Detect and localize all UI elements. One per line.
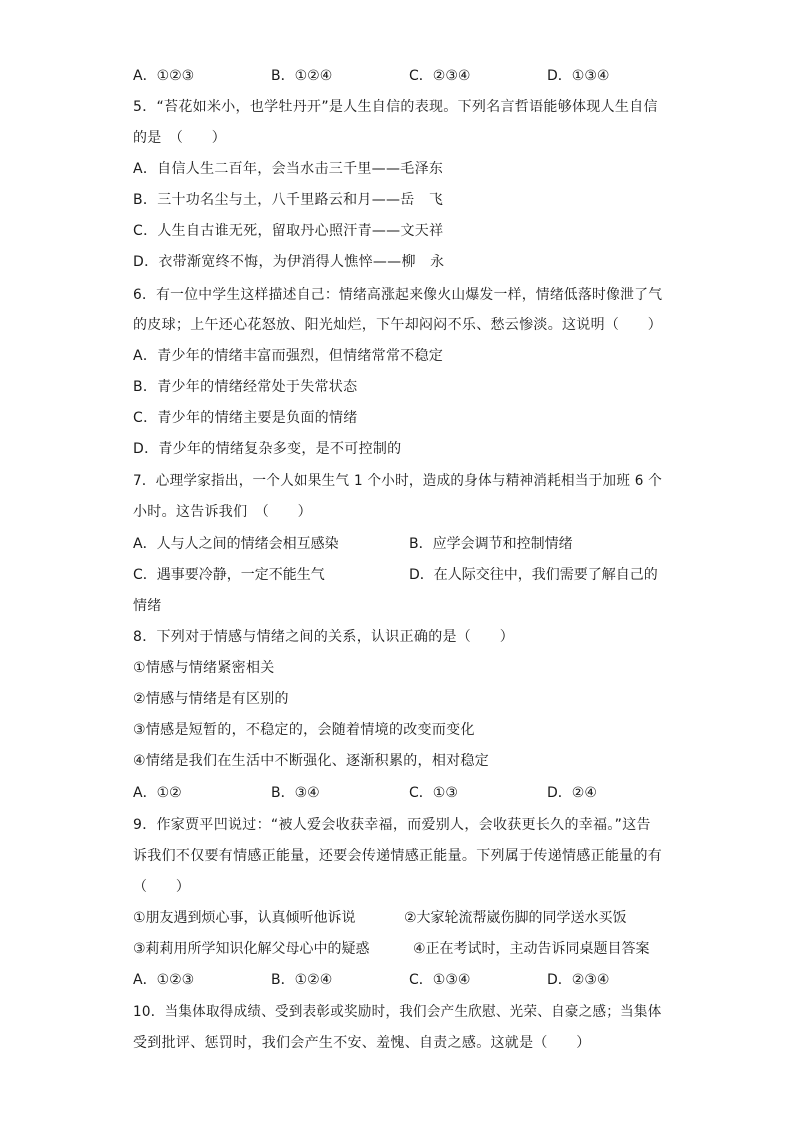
q5-stem-line1: 5．“苔花如米小，也学牡丹开”是人生自信的表现。下列名言哲语能够体现人生自信 xyxy=(133,99,658,115)
q7-stem-line2: 小时。这告诉我们 （ ） xyxy=(133,504,312,520)
q10-stem-line1: 10．当集体取得成绩、受到表彰或奖励时，我们会产生欣慰、光荣、自豪之感；当集体 xyxy=(133,1004,662,1020)
q8-option-d: D．②④ xyxy=(547,785,597,801)
q5-stem-line2: 的是 （ ） xyxy=(133,130,227,146)
q7-option-d: D．在人际交往中，我们需要了解自己的 xyxy=(409,567,658,583)
q7-option-a: A．人与人之间的情绪会相互感染 xyxy=(133,536,339,552)
q6-stem-line2: 的皮球；上午还心花怒放、阳光灿烂，下午却闷闷不乐、愁云惨淡。这说明（ ） xyxy=(133,317,663,333)
q5-option-d: D．衣带渐宽终不悔，为伊消得人憔悴——柳 永 xyxy=(133,254,445,270)
q9-statement-2: ②大家轮流帮崴伤脚的同学送水买饭 xyxy=(404,910,627,926)
q9-option-b: B．①②④ xyxy=(271,972,333,988)
q8-statement-2: ②情感与情绪是有区别的 xyxy=(133,691,289,707)
q9-option-d: D．②③④ xyxy=(547,972,610,988)
q4-option-b: B．①②④ xyxy=(271,68,333,84)
q4-option-a: A．①②③ xyxy=(133,68,195,84)
q6-stem-line1: 6．有一位中学生这样描述自己：情绪高涨起来像火山爆发一样，情绪低落时像泄了气 xyxy=(133,287,663,303)
q9-stem-line3: （ ） xyxy=(133,879,191,895)
q9-stem-line2: 诉我们不仅要有情感正能量，还要会传递情感正能量。下列属于传递情感正能量的有 xyxy=(133,848,663,864)
q9-statement-1: ①朋友遇到烦心事，认真倾听他诉说 xyxy=(133,910,356,926)
q6-option-d: D．青少年的情绪复杂多变，是不可控制的 xyxy=(133,441,402,457)
q6-option-c: C．青少年的情绪主要是负面的情绪 xyxy=(133,410,358,426)
q9-option-a: A．①②③ xyxy=(133,972,195,988)
q8-option-b: B．③④ xyxy=(271,785,320,801)
q6-option-a: A．青少年的情绪丰富而强烈，但情绪常常不稳定 xyxy=(133,348,444,364)
q4-option-c: C．②③④ xyxy=(409,68,471,84)
q8-statement-4: ④情绪是我们在生活中不断强化、逐渐积累的，相对稳定 xyxy=(133,753,490,769)
q5-option-b: B．三十功名尘与土，八千里路云和月——岳 飞 xyxy=(133,192,444,208)
q6-option-b: B．青少年的情绪经常处于失常状态 xyxy=(133,379,358,395)
q5-option-c: C．人生自古谁无死，留取丹心照汗青——文天祥 xyxy=(133,223,444,239)
q8-option-c: C．①③ xyxy=(409,785,458,801)
q7-option-d-continued: 情绪 xyxy=(133,598,162,614)
q9-option-c: C．①③④ xyxy=(409,972,471,988)
q9-statement-4: ④正在考试时，主动告诉同桌题目答案 xyxy=(413,941,650,957)
q8-statement-3: ③情感是短暂的，不稳定的，会随着情境的改变而变化 xyxy=(133,722,475,738)
q8-option-a: A．①② xyxy=(133,785,182,801)
q9-stem-line1: 9．作家贾平凹说过：“被人爱会收获幸福，而爱别人，会收获更长久的幸福。”这告 xyxy=(133,817,651,833)
q7-option-c: C．遇事要冷静，一定不能生气 xyxy=(133,567,325,583)
q10-stem-line2: 受到批评、惩罚时，我们会产生不安、羞愧、自责之感。这就是（ ） xyxy=(133,1035,591,1051)
q7-option-b: B．应学会调节和控制情绪 xyxy=(409,536,573,552)
q8-stem: 8．下列对于情感与情绪之间的关系，认识正确的是（ ） xyxy=(133,629,515,645)
q9-statement-3: ③莉莉用所学知识化解父母心中的疑惑 xyxy=(133,941,370,957)
q8-statement-1: ①情感与情绪紧密相关 xyxy=(133,660,275,676)
q7-stem-line1: 7．心理学家指出，一个人如果生气 1 个小时，造成的身体与精神消耗相当于加班 6 个 xyxy=(133,473,663,489)
q5-option-a: A．自信人生二百年，会当水击三千里——毛泽东 xyxy=(133,161,444,177)
q4-option-d: D．①③④ xyxy=(547,68,610,84)
